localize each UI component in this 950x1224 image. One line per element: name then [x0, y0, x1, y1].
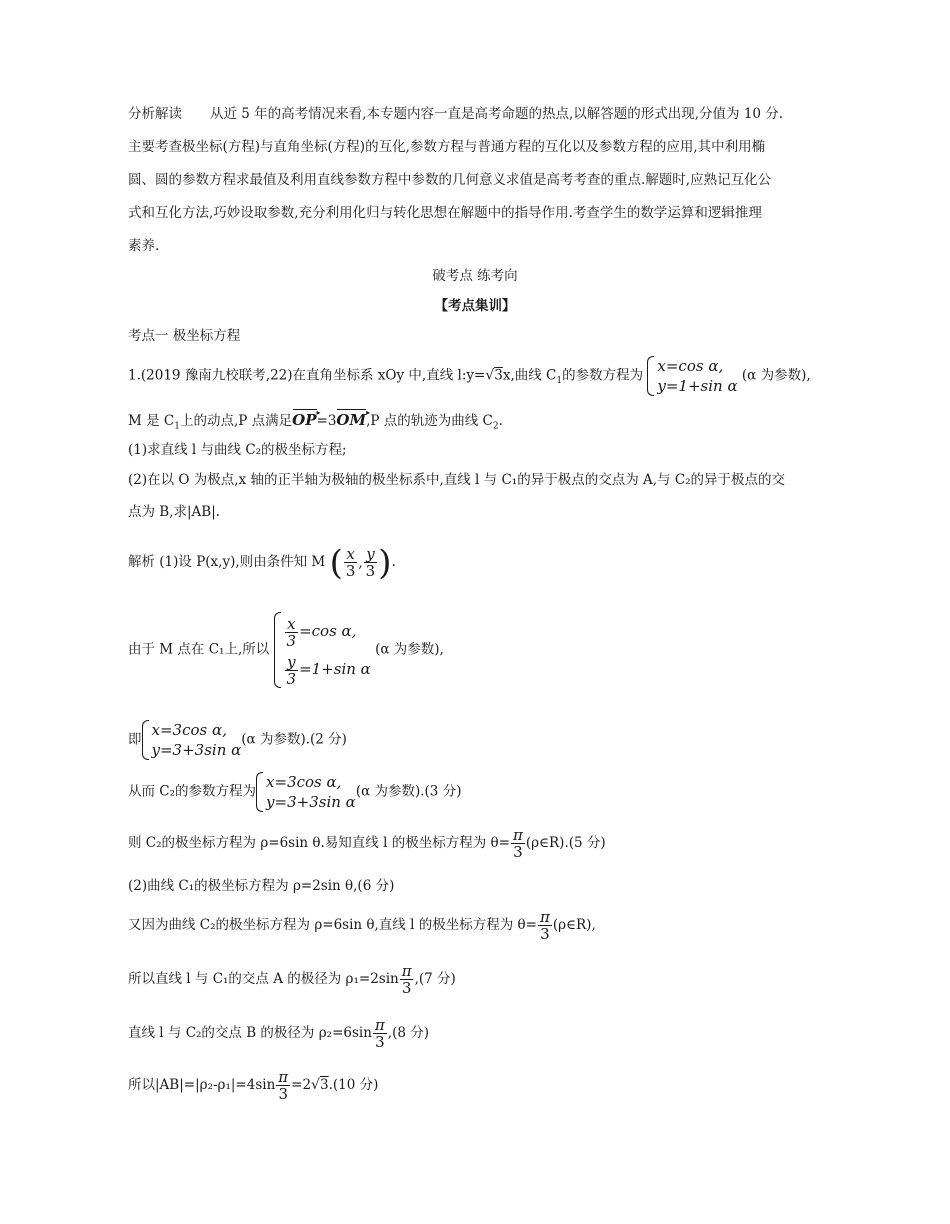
intro-line-2: 主要考查极坐标(方程)与直角坐标(方程)的互化,参数方程与普通方程的互化以及参数方程的应用,其中利用椭: [128, 139, 766, 155]
solution-step-3: 即 x=3cos α, y=3+3sin α (α 为参数).(2 分): [128, 721, 347, 759]
solution-step-10: 所以|AB|=|ρ₂-ρ₁|=4sin $\frac{\pi}{3}$ =2√3.(10 分): [128, 1068, 379, 1103]
solution-step-5: 则 C₂的极坐标方程为 ρ=6sin θ.易知直线 l 的极坐标方程为 θ= $\frac{\pi}{3}$ (ρ∈R).(5 分): [128, 826, 606, 861]
sqrt-symbol: √: [311, 1077, 320, 1093]
solution-step-8: 所以直线 l 与 C₁的交点 A 的极径为 ρ₁=2sin $\frac{\pi}{3}$ ,(7 分): [128, 962, 456, 997]
question-2-line-2: 点为 B,求|AB|.: [128, 504, 221, 520]
solution-step-2: 由于 M 点在 C₁上,所以 $\frac{x}{3}$ =cos α, $\frac{y}{3}$ =1+sin α (α 为参数),: [128, 612, 444, 688]
intro-line-5: 素养.: [128, 238, 160, 254]
intro-line-1: 分析解读 从近 5 年的高考情况来看,本专题内容一直是高考命题的热点,以解答题的形式出现,分值为 10 分.: [128, 106, 784, 122]
section-title: 破考点 练考向: [432, 268, 518, 284]
solution-step-7: 又因为曲线 C₂的极坐标方程为 ρ=6sin θ,直线 l 的极坐标方程为 θ= $\frac{\pi}{3}$ (ρ∈R),: [128, 908, 596, 943]
intro-line-3: 圆、圆的参数方程求最值及利用直线参数方程中参数的几何意义求值是高考考查的重点.解题时,应熟记互化公: [128, 172, 772, 188]
topic-heading: 考点一 极坐标方程: [128, 328, 241, 344]
vector-om: OM ▸: [336, 411, 366, 429]
brace: [647, 356, 654, 396]
sqrt-symbol: √: [485, 367, 495, 384]
question-2-line-1: (2)在以 O 为极点,x 轴的正半轴为极轴的极坐标系中,直线 l 与 C₁的异于极点的交点为 A,与 C₂的异于极点的交: [128, 472, 786, 488]
solution-step-6: (2)曲线 C₁的极坐标方程为 ρ=2sin θ,(6 分): [128, 878, 395, 894]
equation-system: x=cos α, y=1+sin α: [647, 356, 737, 396]
problem-line-1: 1.(2019 豫南九校联考,22)在直角坐标系 xOy 中,直线 l:y=√3x,曲线 $C_1$的参数方程为 x=cos α, y=1+sin α (α 为参数),: [128, 357, 811, 395]
solution-step-4: 从而 C₂的参数方程为 x=3cos α, y=3+3sin α (α 为参数).(3 分): [128, 773, 462, 811]
intro-label: 分析解读: [128, 106, 182, 122]
question-1: (1)求直线 l 与曲线 C₂的极坐标方程;: [128, 442, 347, 458]
vector-op: OP ▸: [292, 411, 316, 429]
problem-line-2: M 是 $C_1$上的动点,P 点满足OP ▸=3OM ▸,P 点的轨迹为曲线 $C_2$.: [128, 410, 503, 437]
solution-step-1: 解析 (1)设 P(x,y),则由条件知 M ( $\frac{x}{3}$ , $\frac{y}{3}$ ) .: [128, 542, 396, 583]
section-subtitle: 【考点集训】: [434, 298, 516, 314]
solution-step-9: 直线 l 与 C₂的交点 B 的极径为 ρ₂=6sin $\frac{\pi}{3}$ ,(8 分): [128, 1016, 429, 1051]
intro-line-4: 式和互化方法,巧妙设取参数,充分利用化归与转化思想在解题中的指导作用.考查学生的数学运算和逻辑推理: [128, 205, 762, 221]
